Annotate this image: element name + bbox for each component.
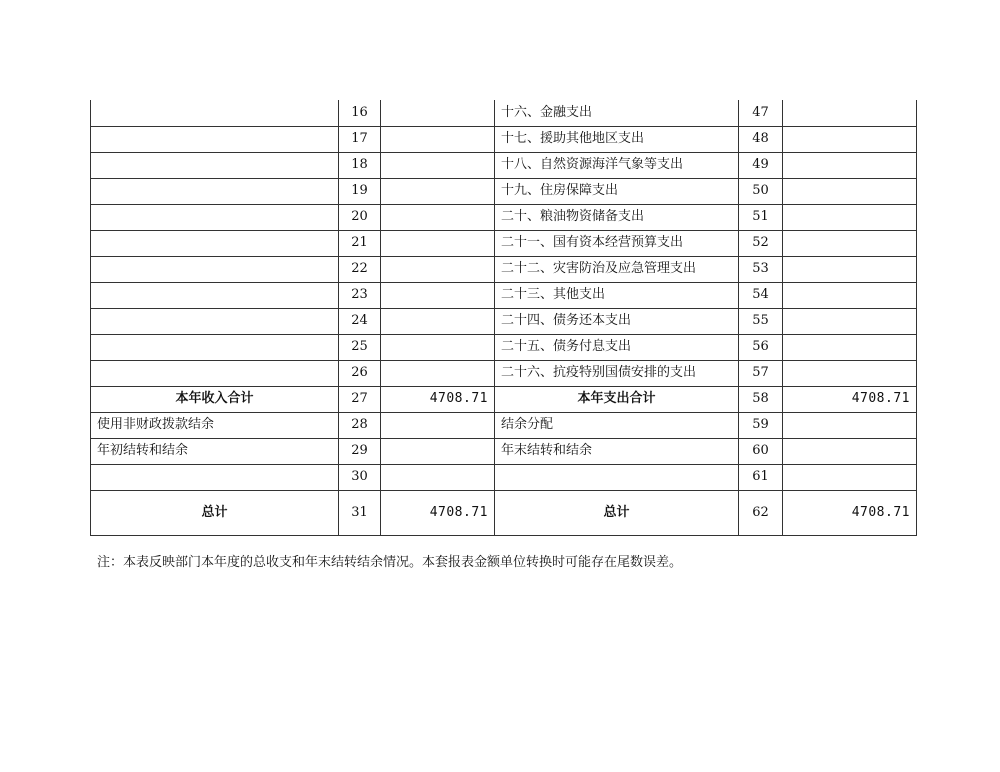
expenditure-amount-cell: [783, 230, 917, 256]
income-item-cell: [91, 256, 339, 282]
table-row: [91, 204, 917, 230]
income-expenditure-table: [90, 100, 917, 536]
income-row-number: 28: [339, 412, 381, 438]
income-subtotal-amount: 4708.71: [381, 386, 495, 412]
table-row: [91, 308, 917, 334]
expenditure-amount-cell: [783, 100, 917, 126]
income-row-number: 20: [339, 204, 381, 230]
expenditure-row-number: 55: [739, 308, 783, 334]
income-row-number: 21: [339, 230, 381, 256]
income-amount-cell: [381, 282, 495, 308]
expenditure-amount-cell: [783, 308, 917, 334]
grand-total-row: [91, 490, 917, 535]
expenditure-item-cell: 年末结转和结余: [495, 438, 739, 464]
expenditure-amount-cell: [783, 204, 917, 230]
income-row-number: 18: [339, 152, 381, 178]
income-row-number: 17: [339, 126, 381, 152]
expenditure-item-cell: 十六、金融支出: [495, 100, 739, 126]
table-row: [91, 178, 917, 204]
expenditure-row-number: 52: [739, 230, 783, 256]
income-row-number: 23: [339, 282, 381, 308]
income-item-cell: [91, 308, 339, 334]
income-total-label: 总计: [91, 490, 339, 535]
expenditure-row-number: 49: [739, 152, 783, 178]
income-row-number: 16: [339, 100, 381, 126]
expenditure-row-number: 47: [739, 100, 783, 126]
income-row-number: 30: [339, 464, 381, 490]
income-amount-cell: [381, 204, 495, 230]
income-row-number: 22: [339, 256, 381, 282]
income-amount-cell: [381, 360, 495, 386]
expenditure-amount-cell: [783, 256, 917, 282]
table-row: [91, 126, 917, 152]
expenditure-row-number: 56: [739, 334, 783, 360]
expenditure-row-number: 60: [739, 438, 783, 464]
income-item-cell: [91, 360, 339, 386]
expenditure-row-number: 53: [739, 256, 783, 282]
income-row-number: 26: [339, 360, 381, 386]
expenditure-item-cell: 十七、援助其他地区支出: [495, 126, 739, 152]
income-item-cell: [91, 152, 339, 178]
income-item-cell: 使用非财政拨款结余: [91, 412, 339, 438]
budget-table-sheet: [90, 100, 916, 536]
expenditure-amount-cell: [783, 334, 917, 360]
table-row: [91, 256, 917, 282]
expenditure-row-number: 57: [739, 360, 783, 386]
expenditure-row-number: 62: [739, 490, 783, 535]
table-row: [91, 334, 917, 360]
expenditure-amount-cell: [783, 178, 917, 204]
table-row: [91, 152, 917, 178]
table-row: [91, 282, 917, 308]
income-row-number: 31: [339, 490, 381, 535]
expenditure-item-cell: 二十三、其他支出: [495, 282, 739, 308]
income-amount-cell: [381, 100, 495, 126]
income-item-cell: [91, 178, 339, 204]
income-item-cell: [91, 464, 339, 490]
expenditure-item-cell: 二十六、抗疫特别国债安排的支出: [495, 360, 739, 386]
table-footnote: 注：本表反映部门本年度的总收支和年末结转结余情况。本套报表金额单位转换时可能存在尾数误差。: [97, 555, 683, 570]
expenditure-item-cell: [495, 464, 739, 490]
expenditure-amount-cell: [783, 464, 917, 490]
subtotal-row: [91, 386, 917, 412]
expenditure-row-number: 61: [739, 464, 783, 490]
income-amount-cell: [381, 230, 495, 256]
income-item-cell: [91, 100, 339, 126]
income-amount-cell: [381, 464, 495, 490]
table-row: [91, 360, 917, 386]
expenditure-item-cell: 二十四、债务还本支出: [495, 308, 739, 334]
income-row-number: 25: [339, 334, 381, 360]
expenditure-amount-cell: [783, 438, 917, 464]
income-amount-cell: [381, 126, 495, 152]
income-amount-cell: [381, 334, 495, 360]
income-item-cell: [91, 126, 339, 152]
expenditure-item-cell: 二十二、灾害防治及应急管理支出: [495, 256, 739, 282]
expenditure-total-label: 总计: [495, 490, 739, 535]
income-subtotal-label: 本年收入合计: [91, 386, 339, 412]
income-item-cell: [91, 282, 339, 308]
expenditure-item-cell: 十九、住房保障支出: [495, 178, 739, 204]
table-row: [91, 464, 917, 490]
expenditure-row-number: 50: [739, 178, 783, 204]
income-item-cell: 年初结转和结余: [91, 438, 339, 464]
income-amount-cell: [381, 178, 495, 204]
income-amount-cell: [381, 412, 495, 438]
income-row-number: 27: [339, 386, 381, 412]
income-item-cell: [91, 230, 339, 256]
expenditure-amount-cell: [783, 152, 917, 178]
expenditure-amount-cell: [783, 126, 917, 152]
expenditure-item-cell: 结余分配: [495, 412, 739, 438]
table-row: [91, 230, 917, 256]
income-item-cell: [91, 334, 339, 360]
income-amount-cell: [381, 308, 495, 334]
income-total-amount: 4708.71: [381, 490, 495, 535]
expenditure-amount-cell: [783, 412, 917, 438]
expenditure-item-cell: 二十一、国有资本经营预算支出: [495, 230, 739, 256]
income-amount-cell: [381, 152, 495, 178]
expenditure-row-number: 58: [739, 386, 783, 412]
expenditure-item-cell: 二十、粮油物资储备支出: [495, 204, 739, 230]
income-row-number: 19: [339, 178, 381, 204]
income-item-cell: [91, 204, 339, 230]
expenditure-amount-cell: [783, 360, 917, 386]
expenditure-row-number: 59: [739, 412, 783, 438]
expenditure-amount-cell: [783, 282, 917, 308]
expenditure-subtotal-label: 本年支出合计: [495, 386, 739, 412]
income-amount-cell: [381, 438, 495, 464]
table-row: [91, 438, 917, 464]
expenditure-item-cell: 十八、自然资源海洋气象等支出: [495, 152, 739, 178]
income-row-number: 24: [339, 308, 381, 334]
table-row: [91, 412, 917, 438]
expenditure-row-number: 51: [739, 204, 783, 230]
expenditure-row-number: 48: [739, 126, 783, 152]
expenditure-item-cell: 二十五、债务付息支出: [495, 334, 739, 360]
table-row: [91, 100, 917, 126]
expenditure-total-amount: 4708.71: [783, 490, 917, 535]
expenditure-row-number: 54: [739, 282, 783, 308]
income-amount-cell: [381, 256, 495, 282]
income-row-number: 29: [339, 438, 381, 464]
expenditure-subtotal-amount: 4708.71: [783, 386, 917, 412]
